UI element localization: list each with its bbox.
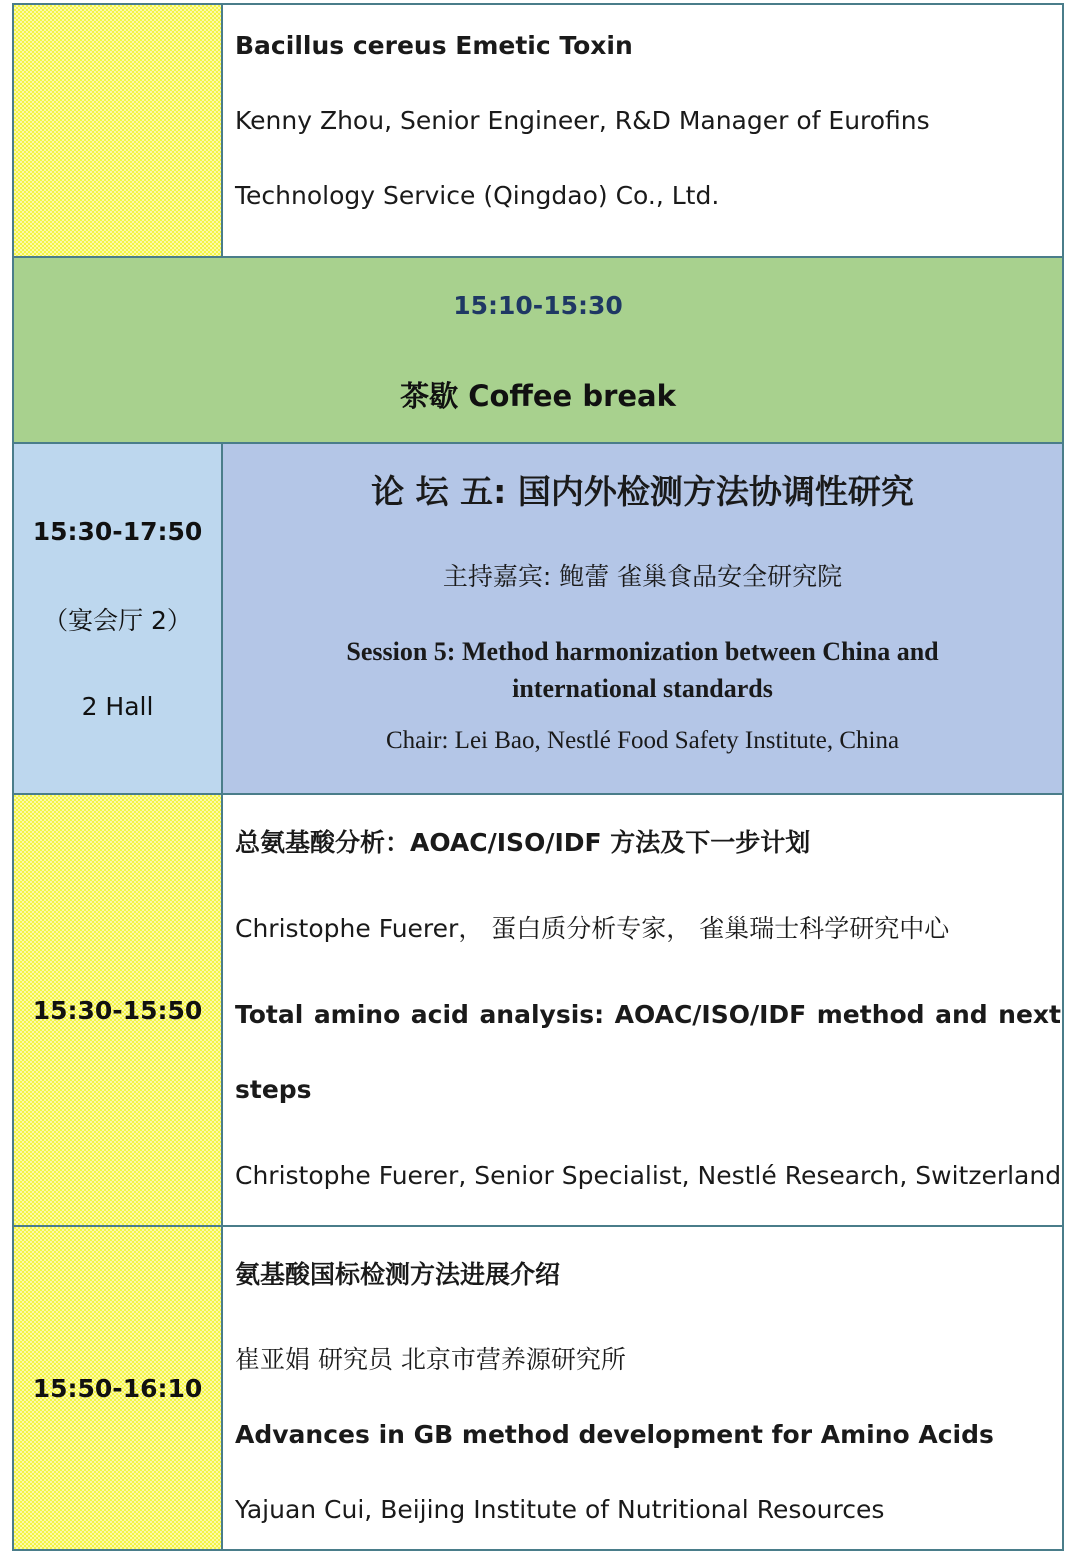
time-cell-empty bbox=[14, 5, 223, 256]
talk-cell bbox=[223, 5, 1062, 256]
speaker-cn: 崔亚娟 研究员 北京市营养源研究所 bbox=[235, 1345, 626, 1374]
session-time: 15:30-17:50 bbox=[32, 516, 203, 546]
talk-cell bbox=[223, 1227, 1062, 1549]
session-chair-en: Chair: Lei Bao, Nestlé Food Safety Institute, China bbox=[385, 727, 900, 754]
session-title-en-line1: Session 5: Method harmonization between China and bbox=[346, 637, 939, 666]
talk-time: 15:30-15:50 bbox=[32, 995, 203, 1025]
talk-time-cell bbox=[14, 1227, 223, 1549]
talk-title-en-line2: steps bbox=[235, 1075, 312, 1104]
talk-title-en-line1 bbox=[235, 1000, 1061, 1030]
table-row bbox=[14, 795, 1062, 1227]
talk-cell bbox=[223, 795, 1071, 1225]
break-name: 茶歇 Coffee break bbox=[400, 379, 676, 413]
table-row bbox=[14, 5, 1062, 258]
session-title-en bbox=[223, 633, 1062, 707]
session-title-en-line2: international standards bbox=[512, 674, 773, 703]
speaker-en: Christophe Fuerer, Senior Specialist, Nestlé Research, Switzerland bbox=[235, 1161, 1062, 1190]
session-room-en: 2 Hall bbox=[81, 691, 154, 721]
title-word: and bbox=[935, 1000, 988, 1029]
speaker-en: Yajuan Cui, Beijing Institute of Nutritional Resources bbox=[235, 1495, 885, 1524]
title-word: Total bbox=[235, 1000, 304, 1029]
talk-title-cn: 总氨基酸分析：AOAC/ISO/IDF 方法及下一步计划 bbox=[235, 828, 811, 857]
speaker-cn: Christophe Fuerer， 蛋白质分析专家， 雀巢瑞士科学研究中心 bbox=[235, 914, 950, 943]
session-row bbox=[14, 444, 1062, 795]
speaker-line: Kenny Zhou, Senior Engineer, R&D Manager of Eurofins bbox=[235, 106, 930, 135]
title-word: next bbox=[998, 1000, 1061, 1029]
session-room-cn: （宴会厅 2） bbox=[43, 605, 192, 635]
talk-time-cell bbox=[14, 795, 223, 1225]
title-word: AOAC/ISO/IDF bbox=[614, 1000, 807, 1029]
schedule-table bbox=[12, 3, 1064, 1551]
title-word: amino bbox=[313, 1000, 401, 1029]
talk-title-en: Advances in GB method development for Amino Acids bbox=[235, 1420, 994, 1449]
table-row bbox=[14, 1227, 1062, 1549]
talk-title-cn: 氨基酸国标检测方法进展介绍 bbox=[235, 1260, 561, 1289]
break-time: 15:10-15:30 bbox=[453, 291, 623, 320]
session-host-cn: 主持嘉宾: 鲍蕾 雀巢食品安全研究院 bbox=[442, 562, 843, 591]
talk-title-en: Bacillus cereus Emetic Toxin bbox=[235, 31, 633, 60]
talk-time: 15:50-16:10 bbox=[32, 1373, 203, 1403]
break-row bbox=[14, 258, 1062, 444]
session-title-cn: 论 坛 五: 国内外检测方法协调性研究 bbox=[371, 472, 914, 511]
title-word: analysis: bbox=[479, 1000, 605, 1029]
speaker-line: Technology Service (Qingdao) Co., Ltd. bbox=[235, 181, 720, 210]
session-time-cell bbox=[14, 444, 223, 793]
session-info-cell bbox=[223, 444, 1062, 793]
title-word: method bbox=[816, 1000, 925, 1029]
title-word: acid bbox=[410, 1000, 469, 1029]
